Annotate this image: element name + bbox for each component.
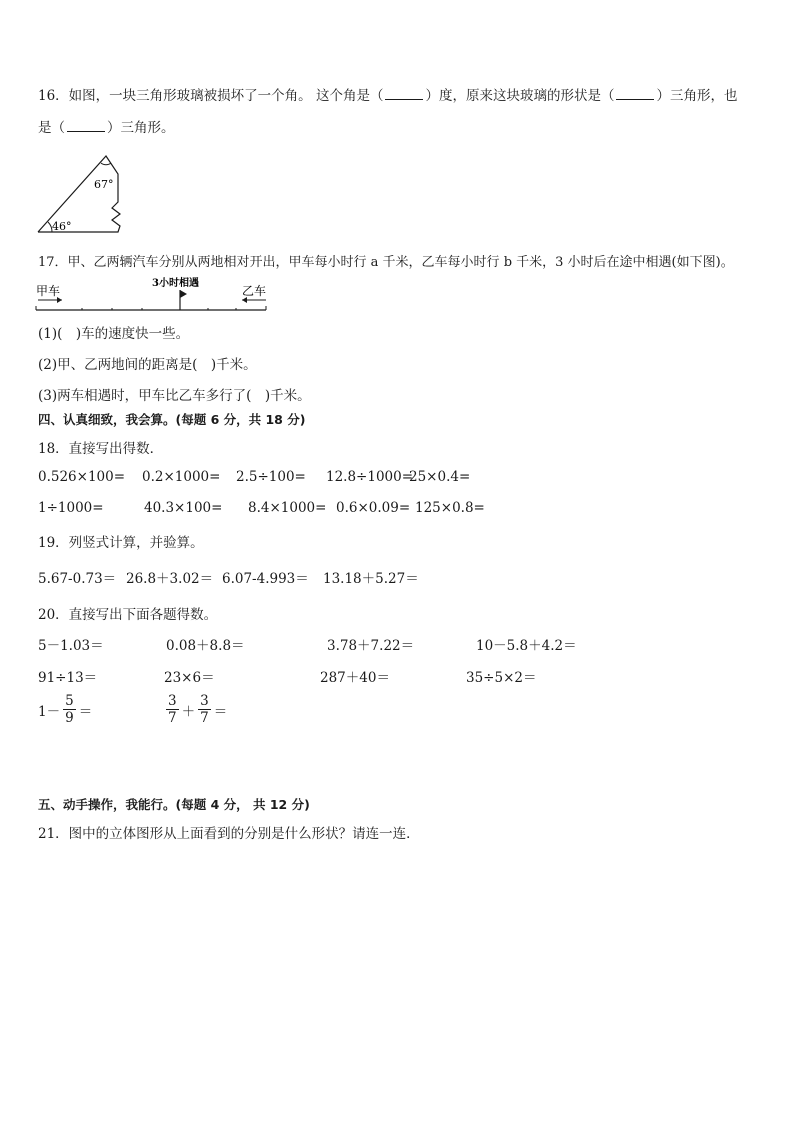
q18-title: 18．直接写出得数． [38,441,164,457]
q16-line1: 16．如图，一块三角形玻璃被损坏了一个角。 这个角是（ ）度，原来这块玻璃的形状是（ ）三角形，也 [38,88,738,104]
q18-r1-c5: 25×0.4= [409,469,471,485]
meet-label: 3小时相遇 [152,278,199,289]
q18-r1-c3: 2.5÷100= [236,469,306,485]
answer-blank-1[interactable] [385,87,423,100]
q20-r2-c4: 35÷5×2＝ [466,670,537,686]
car-b-label: 乙车 [242,284,267,298]
q21-title: 21．图中的立体图形从上面看到的分别是什么形状？请连一连． [38,826,420,842]
q20-title: 20．直接写出下面各题得数。 [38,607,218,623]
angle-46-label: 46° [52,220,72,233]
q20-r1-c4: 10－5.8＋4.2＝ [476,638,577,654]
q18-r1-c4: 12.8÷1000= [326,469,414,485]
q18-r2-c2: 40.3×100= [144,500,223,516]
q20-r2-c1: 91÷13＝ [38,670,98,686]
q17-text: 17．甲、乙两辆汽车分别从两地相对开出，甲车每小时行 a 千米，乙车每小时行 b 千米，3 小时后在途中相遇(如下图)。 [38,255,734,270]
answer-blank-2[interactable] [616,87,654,100]
q19-item-2: 26.8＋3.02＝ [126,571,214,587]
q16-line2: 是（ ）三角形。 [38,120,175,136]
q19-item-3: 6.07-4.993＝ [222,571,309,587]
fraction-3-7-b: $\frac{3}{7}$ [200,693,209,726]
meeting-diagram [34,276,274,316]
q20-r1-c1: 5－1.03＝ [38,638,104,654]
q20-r2-c2: 23×6＝ [164,670,215,686]
q17-sub2: (2)甲、乙两地间的距离是( )千米。 [38,357,257,373]
q19-title: 19．列竖式计算，并验算。 [38,535,204,551]
q18-r2-c3: 8.4×1000= [248,500,327,516]
q19-item-1: 5.67-0.73＝ [38,571,117,587]
flag-icon [180,290,187,298]
broken-triangle-figure [34,152,134,236]
fraction-3-7-a: $\frac{3}{7}$ [168,693,177,726]
q20-r2-c3: 287＋40＝ [320,670,390,686]
q20-fraction-expr-2: $\frac{3}{7}$ ＋ $\frac{3}{7}$ ＝ [168,693,228,726]
answer-blank-3[interactable] [67,119,105,132]
car-a-label: 甲车 [36,284,61,298]
q18-r2-c5: 125×0.8= [415,500,485,516]
q18-r2-c1: 1÷1000= [38,500,104,516]
q18-r1-c2: 0.2×1000= [142,469,221,485]
section-4-heading: 四、认真细致，我会算。(每题 6 分，共 18 分) [38,412,306,427]
q18-r1-c1: 0.526×100= [38,469,126,485]
q20-r1-c3: 3.78＋7.22＝ [327,638,415,654]
q18-r2-c4: 0.6×0.09= [336,500,411,516]
section-5-heading: 五、动手操作，我能行。(每题 4 分， 共 12 分) [38,797,310,812]
q20-r1-c2: 0.08＋8.8＝ [166,638,245,654]
fraction-5-9: $\frac{5}{9}$ [65,693,74,726]
q20-fraction-expr-1: 1－ $\frac{5}{9}$ ＝ [38,693,93,726]
q17-sub1: (1)( )车的速度快一些。 [38,326,190,342]
q19-item-4: 13.18＋5.27＝ [323,571,419,587]
q17-sub3: (3)两车相遇时，甲车比乙车多行了( )千米。 [38,388,311,404]
angle-67-label: 67° [94,178,114,191]
